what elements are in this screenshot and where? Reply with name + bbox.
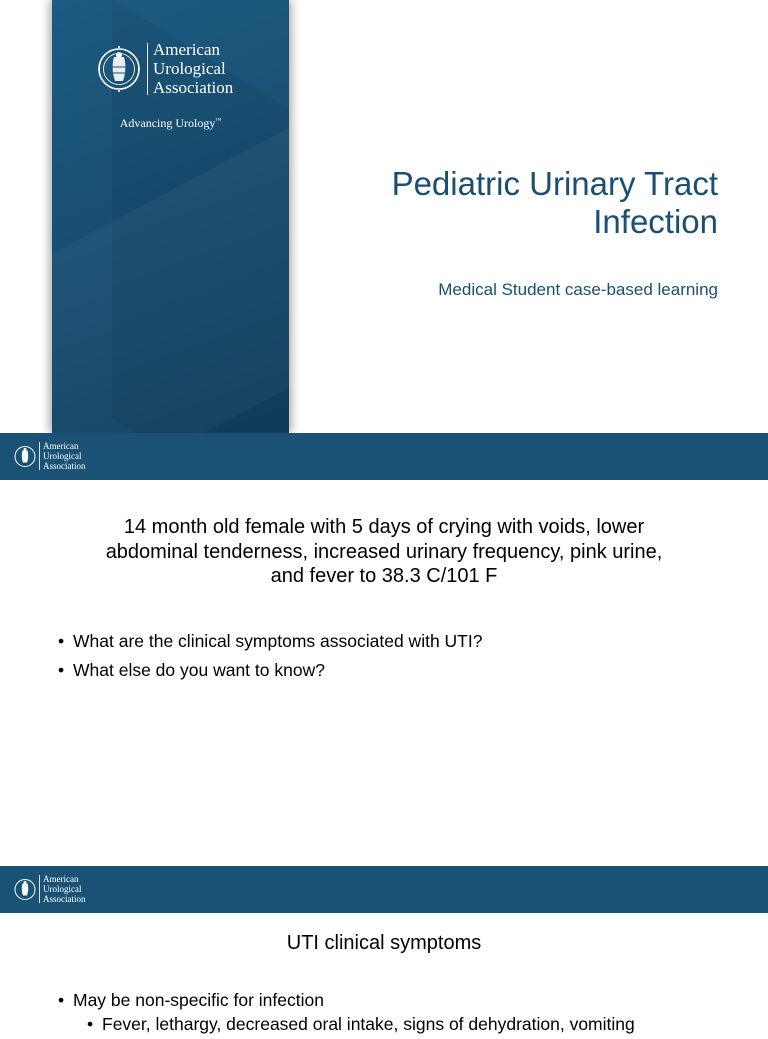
logo-line-2: Urological [153, 59, 226, 78]
logo-line-3: Association [153, 78, 234, 97]
header-bar [0, 433, 768, 480]
list-item: • What else do you want to know? [58, 656, 482, 685]
brand-ribbon [52, 0, 289, 433]
slide-title: Pediatric Urinary Tract Infection [391, 165, 718, 240]
aua-logo-small: American Urological Association [14, 874, 86, 904]
aua-seal-icon [97, 43, 141, 95]
slide-subtitle: Medical Student case-based learning [438, 280, 718, 299]
slide-title: UTI clinical symptoms [286, 932, 482, 954]
aua-logo [97, 40, 233, 97]
case-description: 14 month old female with 5 days of crying with voids, lower abdominal tenderness, increased urinary frequency, pink urine, and fever to 38.3 C/101 F [105, 516, 663, 587]
aua-logo-small: American Urological Association [14, 441, 86, 471]
list-item: • May be non-specific for infection [58, 986, 324, 1015]
header-bar [0, 866, 768, 913]
aua-seal-icon [14, 876, 36, 903]
question-list [58, 627, 482, 685]
list-item: • What are the clinical symptoms associated with UTI? [58, 627, 482, 656]
list-item: • Fever, lethargy, decreased oral intake, signs of dehydration, vomiting [87, 1010, 635, 1039]
logo-line-1: American [153, 40, 221, 59]
title-slide [0, 0, 768, 433]
tagline: Advancing Urology™ [119, 116, 222, 130]
symptom-sublist [87, 1010, 635, 1039]
aua-seal-icon [14, 443, 36, 470]
